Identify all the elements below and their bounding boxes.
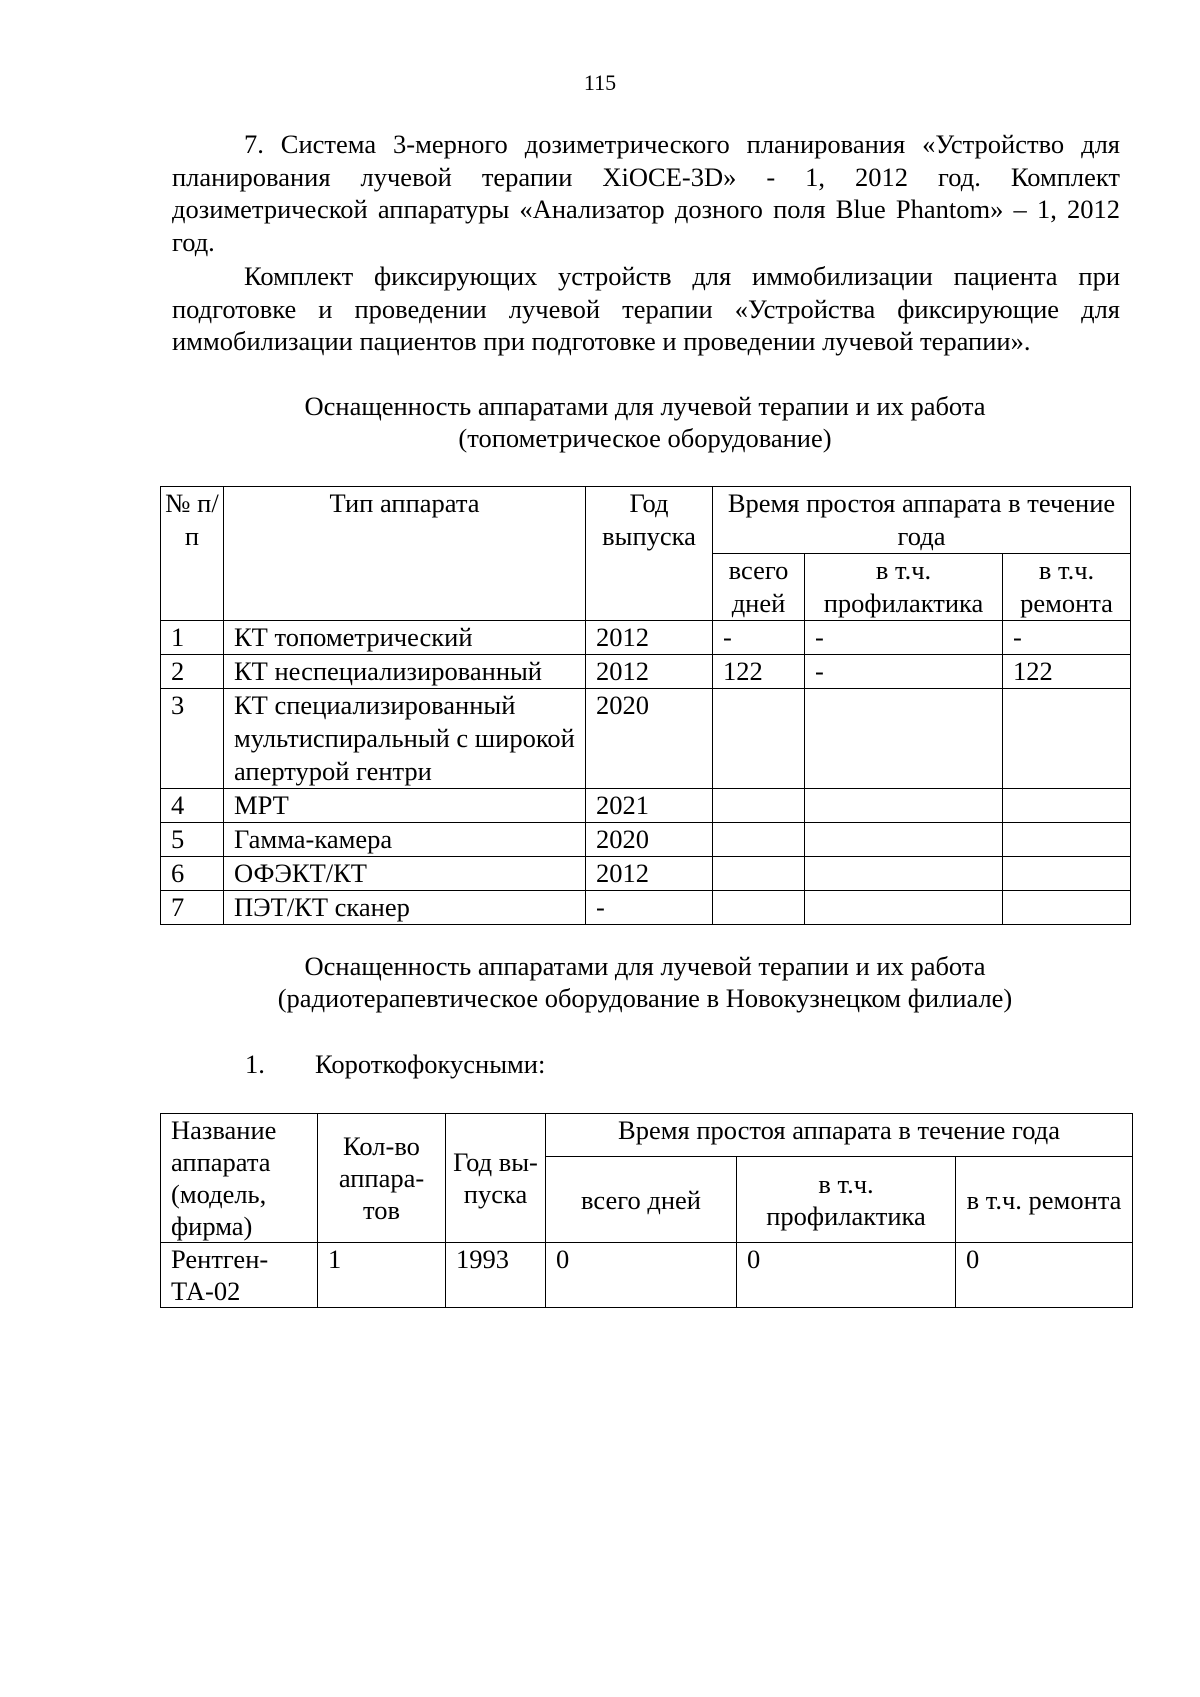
row-prevention: -	[805, 621, 1003, 655]
row-num: 4	[161, 789, 224, 823]
row-type: КТ топометрический	[224, 621, 586, 655]
table1-title-line2: (топометрическое оборудование)	[458, 423, 832, 453]
radiotherapy-equipment-table	[160, 1113, 1133, 1308]
row-year: -	[586, 891, 713, 925]
table2-header-count: Кол-во аппара-тов	[318, 1114, 446, 1243]
list-item-number: 1.	[245, 1049, 265, 1079]
row-repair	[1003, 789, 1131, 823]
table1-header-type: Тип аппарата	[224, 487, 586, 621]
row-type: КТ специализированный мультиспиральный с широкой апертурой гентри	[224, 689, 586, 789]
table1-header-year: Год выпуска	[586, 487, 713, 621]
row-num: 5	[161, 823, 224, 857]
table-row	[161, 891, 1131, 925]
row-prevention	[805, 789, 1003, 823]
table1-header-prevention: в т.ч. профилактика	[805, 554, 1003, 621]
row-prevention	[805, 823, 1003, 857]
table2-header-year: Год вы-пуска	[446, 1114, 546, 1243]
row-total: 0	[546, 1243, 737, 1308]
row-total	[713, 689, 805, 789]
row-total	[713, 891, 805, 925]
row-total: 122	[713, 655, 805, 689]
table2-title-line1: Оснащенность аппаратами для лучевой терапии и их работа	[304, 951, 986, 981]
row-prevention	[805, 689, 1003, 789]
table2-title	[140, 950, 1150, 1014]
row-total: -	[713, 621, 805, 655]
paragraph-dosimetry-equipment: 7. Система 3-мерного дозиметрического планирования «Устройство для планирования лучевой терапии XiOCE-3D» - 1, 2012 год. Комплект дозиметрической аппаратуры «Анализатор дозного поля Blue Phantom» – 1, 2012 год.	[172, 129, 1120, 257]
row-prevention	[805, 891, 1003, 925]
row-repair: 0	[956, 1243, 1133, 1308]
row-year: 2020	[586, 689, 713, 789]
row-year: 2020	[586, 823, 713, 857]
row-num: 1	[161, 621, 224, 655]
table-row	[161, 823, 1131, 857]
table-row	[161, 655, 1131, 689]
paragraph-fixation-devices: Комплект фиксирующих устройств для иммобилизации пациента при подготовке и проведении лучевой терапии «Устройства фиксирующие для иммобилизации пациентов при подготовке и проведении лучевой терапии».	[172, 261, 1120, 356]
table1-header-num: № п/п	[161, 487, 224, 621]
row-num: 7	[161, 891, 224, 925]
table-row	[161, 1243, 1133, 1308]
row-num: 2	[161, 655, 224, 689]
row-prevention	[805, 857, 1003, 891]
table1-header-downtime: Время простоя аппарата в течение года	[713, 487, 1131, 554]
row-repair: -	[1003, 621, 1131, 655]
row-repair: 122	[1003, 655, 1131, 689]
table1-title	[140, 390, 1150, 454]
row-repair	[1003, 689, 1131, 789]
row-year: 1993	[446, 1243, 546, 1308]
row-repair	[1003, 823, 1131, 857]
table2-header-name: Название аппарата (модель, фирма)	[161, 1114, 318, 1243]
row-prevention: 0	[737, 1243, 956, 1308]
row-total	[713, 823, 805, 857]
row-num: 6	[161, 857, 224, 891]
row-num: 3	[161, 689, 224, 789]
table2-header-repair: в т.ч. ремонта	[956, 1157, 1133, 1243]
row-total	[713, 857, 805, 891]
row-type: ОФЭКТ/КТ	[224, 857, 586, 891]
table2-header-downtime: Время простоя аппарата в течение года	[546, 1114, 1133, 1157]
row-type: Гамма-камера	[224, 823, 586, 857]
table1-title-line1: Оснащенность аппаратами для лучевой терапии и их работа	[304, 391, 986, 421]
row-year: 2012	[586, 857, 713, 891]
page-number: 115	[583, 70, 617, 95]
table1-header-repair: в т.ч. ремонта	[1003, 554, 1131, 621]
list-item-label: Короткофокусными:	[315, 1049, 546, 1079]
row-repair	[1003, 891, 1131, 925]
table2-header-row	[161, 1114, 1133, 1157]
table2-title-line2: (радиотерапевтическое оборудование в Новокузнецком филиале)	[277, 983, 1013, 1013]
topometric-equipment-table	[160, 486, 1131, 925]
row-prevention: -	[805, 655, 1003, 689]
table-row	[161, 789, 1131, 823]
table1-header-total-days: всего дней	[713, 554, 805, 621]
row-year: 2012	[586, 621, 713, 655]
row-name: Рентген-ТА-02	[161, 1243, 318, 1308]
row-type: ПЭТ/КТ сканер	[224, 891, 586, 925]
row-count: 1	[318, 1243, 446, 1308]
table-row	[161, 621, 1131, 655]
row-type: МРТ	[224, 789, 586, 823]
table-row	[161, 689, 1131, 789]
row-year: 2012	[586, 655, 713, 689]
list-item-short-focus	[245, 1048, 545, 1080]
table2-header-prevention: в т.ч. профилактика	[737, 1157, 956, 1243]
table-row	[161, 857, 1131, 891]
row-total	[713, 789, 805, 823]
row-type: КТ неспециализированный	[224, 655, 586, 689]
row-repair	[1003, 857, 1131, 891]
row-year: 2021	[586, 789, 713, 823]
table2-header-total-days: всего дней	[546, 1157, 737, 1243]
table1-header-row	[161, 487, 1131, 554]
